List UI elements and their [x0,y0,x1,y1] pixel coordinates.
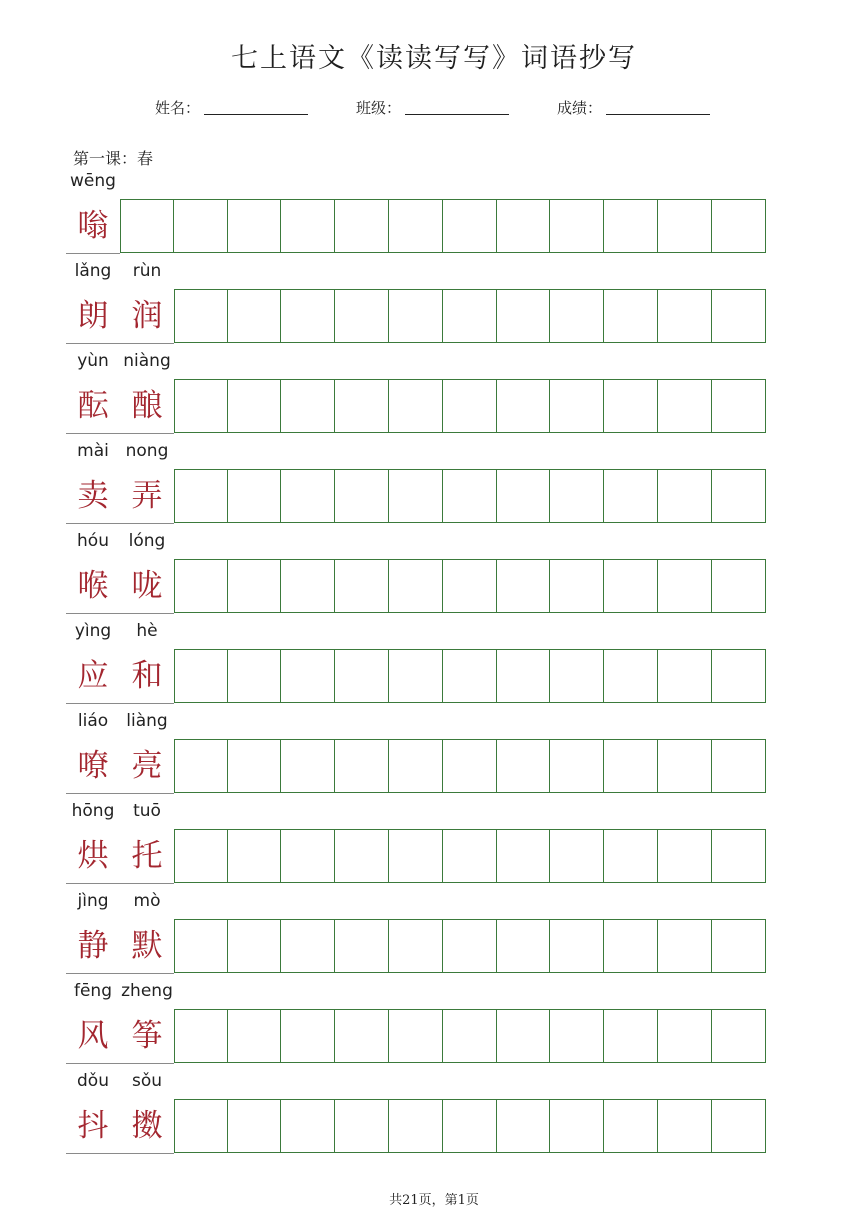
practice-cell[interactable] [496,1009,550,1063]
practice-cell[interactable] [335,559,389,613]
practice-cell[interactable] [389,199,443,253]
practice-cell[interactable] [712,829,766,883]
practice-cell[interactable] [496,559,550,613]
practice-cell[interactable] [227,199,281,253]
practice-cell[interactable] [443,559,497,613]
practice-cell[interactable] [174,1009,228,1063]
practice-cell[interactable] [550,1009,604,1063]
practice-cell[interactable] [174,919,228,973]
score-field [557,97,710,118]
practice-cell[interactable] [658,739,712,793]
practice-cell[interactable] [174,289,228,343]
practice-cell[interactable] [712,919,766,973]
practice-cell[interactable] [604,649,658,703]
practice-cell[interactable] [496,829,550,883]
word-row [66,801,766,891]
practice-cell[interactable] [335,1099,389,1153]
model-baseline [66,523,174,524]
model-baseline [66,1063,174,1064]
practice-cell[interactable] [550,739,604,793]
model-character: 托 [131,838,163,874]
practice-grid [66,739,766,793]
practice-cell[interactable] [335,649,389,703]
practice-cell[interactable] [443,739,497,793]
model-character: 默 [131,928,163,964]
practice-cell[interactable] [712,1099,766,1153]
practice-cell[interactable] [550,289,604,343]
practice-cell[interactable] [389,289,443,343]
practice-cell[interactable] [712,469,766,523]
model-character: 亮 [131,748,163,784]
practice-cell[interactable] [335,199,389,253]
practice-cell[interactable] [658,1009,712,1063]
word-row [66,621,766,711]
practice-grid [66,199,766,253]
model-character: 咙 [131,568,163,604]
word-row [66,981,766,1071]
practice-cell[interactable] [496,1099,550,1153]
pinyin-label: lóng [128,531,166,551]
model-baseline [66,613,174,614]
practice-cell[interactable] [281,649,335,703]
pinyin-label: sǒu [131,1071,163,1091]
practice-cell[interactable] [712,559,766,613]
practice-cell[interactable] [496,469,550,523]
model-baseline [66,973,174,974]
practice-cell[interactable] [174,199,228,253]
practice-cell[interactable] [174,559,228,613]
practice-cell[interactable] [443,289,497,343]
practice-cell[interactable] [281,559,335,613]
practice-cell[interactable] [658,1099,712,1153]
practice-cell[interactable] [281,1099,335,1153]
practice-cell[interactable] [712,739,766,793]
practice-cell[interactable] [443,1099,497,1153]
model-character: 喉 [77,568,109,604]
practice-cell[interactable] [496,739,550,793]
practice-cell[interactable] [443,379,497,433]
word-row [66,891,766,981]
word-row [66,711,766,801]
practice-grid [66,1009,766,1063]
practice-cell[interactable] [335,289,389,343]
pinyin-label: yùn [77,351,109,371]
practice-cell[interactable] [550,649,604,703]
practice-cell[interactable] [174,469,228,523]
practice-cell[interactable] [174,829,228,883]
practice-cell[interactable] [281,829,335,883]
practice-cell[interactable] [389,919,443,973]
practice-cell[interactable] [335,919,389,973]
practice-cell[interactable] [604,469,658,523]
practice-cell[interactable] [227,739,281,793]
practice-cell[interactable] [227,649,281,703]
model-baseline [66,1153,174,1154]
practice-cell[interactable] [281,919,335,973]
word-row [66,441,766,531]
practice-cell[interactable] [443,919,497,973]
practice-cell[interactable] [389,1009,443,1063]
practice-grid [66,649,766,703]
model-character: 酿 [131,388,163,424]
model-baseline [66,253,120,254]
practice-cell[interactable] [281,469,335,523]
practice-cell[interactable] [550,469,604,523]
practice-cell[interactable] [227,919,281,973]
practice-cell[interactable] [712,379,766,433]
practice-cell[interactable] [389,559,443,613]
page-title: 七上语文《读读写写》词语抄写 [231,43,637,74]
practice-cell[interactable] [389,379,443,433]
class-field [356,97,509,118]
practice-grid [66,379,766,433]
model-character: 嘹 [77,748,109,784]
practice-cell[interactable] [227,559,281,613]
practice-cell[interactable] [496,379,550,433]
practice-cell[interactable] [712,1009,766,1063]
practice-cell[interactable] [604,199,658,253]
practice-cell[interactable] [658,559,712,613]
practice-cell[interactable] [658,829,712,883]
model-baseline [66,343,174,344]
practice-cell[interactable] [227,379,281,433]
model-character: 润 [131,298,163,334]
pinyin-label: hōng [71,801,115,821]
practice-cell[interactable] [658,289,712,343]
model-baseline [66,883,174,884]
practice-cell[interactable] [604,1009,658,1063]
pinyin-label: hóu [77,531,109,551]
practice-cell[interactable] [389,1099,443,1153]
practice-grid [66,559,766,613]
pinyin-label: zheng [121,981,173,1001]
practice-cell[interactable] [658,379,712,433]
practice-cell[interactable] [604,379,658,433]
model-baseline [66,433,174,434]
pinyin-label: liàng [126,711,168,731]
word-row [66,171,766,261]
practice-cell[interactable] [604,289,658,343]
practice-cell[interactable] [174,379,228,433]
practice-cell[interactable] [604,739,658,793]
pinyin-label: dǒu [77,1071,109,1091]
practice-cell[interactable] [712,649,766,703]
practice-cell[interactable] [120,199,174,253]
pinyin-label: liáo [77,711,109,731]
model-character: 抖 [77,1108,109,1144]
pinyin-label: rùn [132,261,162,281]
practice-cell[interactable] [389,469,443,523]
practice-cell[interactable] [443,199,497,253]
practice-cell[interactable] [550,919,604,973]
pinyin-label: wēng [70,171,116,191]
pinyin-label: lǎng [74,261,112,281]
model-character: 朗 [77,298,109,334]
practice-cell[interactable] [335,469,389,523]
practice-cell[interactable] [335,379,389,433]
practice-cell[interactable] [550,829,604,883]
practice-grid [66,289,766,343]
pinyin-label: nong [125,441,169,461]
pinyin-label: hè [136,621,158,641]
practice-cell[interactable] [550,1099,604,1153]
practice-cell[interactable] [604,919,658,973]
practice-cell[interactable] [335,1009,389,1063]
practice-cell[interactable] [335,829,389,883]
class-label: 班级： [356,99,402,117]
practice-cell[interactable] [550,379,604,433]
practice-cell[interactable] [658,469,712,523]
word-row [66,261,766,351]
model-character: 酝 [77,388,109,424]
class-blank[interactable] [405,100,509,115]
score-label: 成绩： [557,99,603,117]
practice-grid [66,469,766,523]
pinyin-label: tuō [133,801,161,821]
practice-cell[interactable] [550,199,604,253]
practice-cell[interactable] [227,1099,281,1153]
practice-cell[interactable] [389,739,443,793]
practice-cell[interactable] [658,649,712,703]
practice-cell[interactable] [227,1009,281,1063]
model-character: 筝 [131,1018,163,1054]
practice-cell[interactable] [443,1009,497,1063]
practice-cell[interactable] [443,649,497,703]
pinyin-label: mài [77,441,109,461]
practice-cell[interactable] [443,829,497,883]
name-label: 姓名： [155,99,201,117]
practice-cell[interactable] [604,829,658,883]
practice-cell[interactable] [496,649,550,703]
practice-cell[interactable] [658,199,712,253]
model-character: 静 [77,928,109,964]
page-footer: 共21页，第1页 [389,1193,479,1208]
practice-cell[interactable] [443,469,497,523]
practice-cell[interactable] [604,1099,658,1153]
practice-cell[interactable] [281,199,335,253]
model-character: 嗡 [77,208,109,244]
practice-cell[interactable] [227,829,281,883]
name-blank[interactable] [204,100,308,115]
model-baseline [66,793,174,794]
practice-cell[interactable] [174,739,228,793]
practice-cell[interactable] [712,289,766,343]
practice-grid [66,829,766,883]
practice-grid [66,1099,766,1153]
pinyin-label: mò [133,891,161,911]
model-baseline [66,703,174,704]
word-row [66,531,766,621]
practice-cell[interactable] [335,739,389,793]
practice-cell[interactable] [174,649,228,703]
practice-cell[interactable] [604,559,658,613]
pinyin-label: niàng [123,351,171,371]
model-character: 风 [77,1018,109,1054]
practice-cell[interactable] [227,469,281,523]
pinyin-label: fēng [73,981,113,1001]
practice-cell[interactable] [227,289,281,343]
practice-cell[interactable] [281,379,335,433]
practice-cell[interactable] [496,289,550,343]
word-row [66,351,766,441]
score-blank[interactable] [606,100,710,115]
name-field [155,97,308,118]
model-character: 和 [131,658,163,694]
practice-cell[interactable] [712,199,766,253]
model-character: 卖 [77,478,109,514]
model-character: 烘 [77,838,109,874]
practice-cell[interactable] [174,1099,228,1153]
pinyin-label: jìng [77,891,109,911]
pinyin-label: yìng [74,621,112,641]
practice-cell[interactable] [389,829,443,883]
practice-cell[interactable] [496,199,550,253]
practice-cell[interactable] [281,739,335,793]
practice-cell[interactable] [658,919,712,973]
practice-cell[interactable] [281,1009,335,1063]
lesson-title: 第一课：春 [73,149,154,168]
practice-cell[interactable] [389,649,443,703]
practice-cell[interactable] [281,289,335,343]
practice-cell[interactable] [496,919,550,973]
word-row [66,1071,766,1161]
model-character: 弄 [131,478,163,514]
practice-cell[interactable] [550,559,604,613]
practice-grid [66,919,766,973]
model-character: 应 [77,658,109,694]
model-character: 擞 [131,1108,163,1144]
